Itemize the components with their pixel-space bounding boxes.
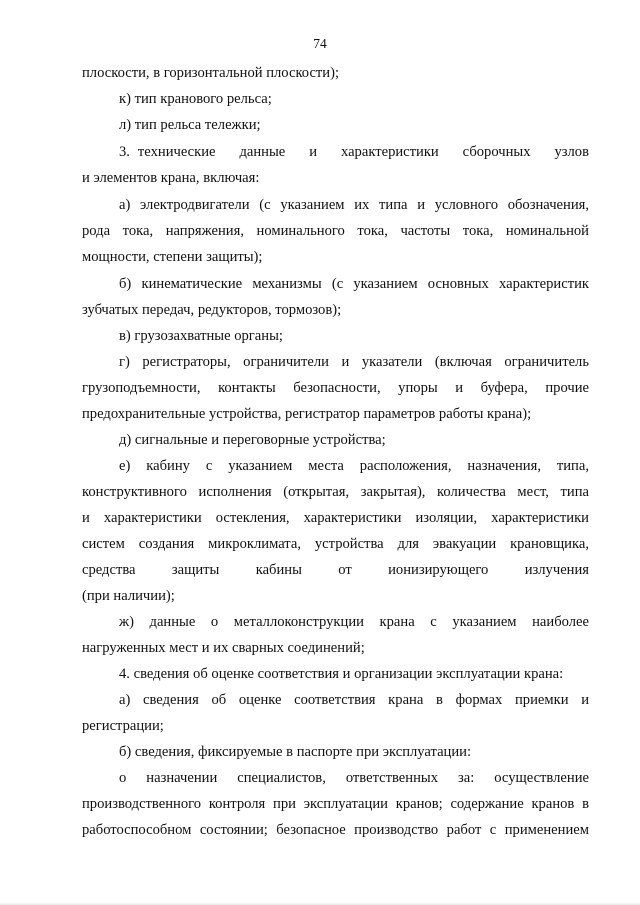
- line-text: зубчатых передач, редукторов, тормозов);: [82, 302, 342, 318]
- list-item-a-conformity: [82, 687, 589, 739]
- list-item-l: [82, 112, 589, 138]
- text-line: [82, 60, 589, 86]
- line-text: 3. технические данные и характеристики сборочных узлов: [119, 144, 589, 160]
- list-item-a-motors: [82, 192, 589, 270]
- line-text: рода тока, напряжения, номинального тока, частоты тока, номинальной: [82, 223, 589, 239]
- line-text: предохранительные устройства, регистратор параметров работы крана);: [82, 406, 532, 422]
- line-text: л) тип рельса тележки;: [119, 117, 261, 133]
- page-number: 74: [313, 36, 327, 51]
- line-text: средства защиты кабины от ионизирующего излучения: [82, 562, 589, 578]
- section-3-paragraph: [82, 139, 589, 191]
- list-item-g-limiters: [82, 349, 589, 427]
- line-text: и характеристики остекления, характеристики изоляции, характеристики: [82, 510, 589, 526]
- line-text: регистрации;: [82, 718, 164, 734]
- line-text: конструктивного исполнения (открытая, закрытая), количества мест, типа: [82, 484, 589, 500]
- line-text: б) сведения, фиксируемые в паспорте при эксплуатации:: [119, 744, 472, 760]
- line-text: и элементов крана, включая:: [82, 170, 260, 186]
- line-text: 4. сведения об оценке соответствия и организации эксплуатации крана:: [119, 666, 564, 682]
- line-text: а) электродвигатели (с указанием их типа и условного обозначения,: [119, 197, 589, 213]
- line-text: ж) данные о металлоконструкции крана с указанием наиболее: [119, 614, 589, 630]
- line-text: е) кабину с указанием места расположения, назначения, типа,: [119, 458, 589, 474]
- line-text: в) грузозахватные органы;: [119, 328, 283, 344]
- line-text: нагруженных мест и их сварных соединений;: [82, 640, 365, 656]
- section-4-paragraph: [82, 661, 589, 687]
- list-item-k: [82, 86, 589, 112]
- list-item-e-cabin: [82, 453, 589, 609]
- line-text: г) регистраторы, ограничители и указатели (включая ограничитель: [119, 354, 589, 370]
- line-text: а) сведения об оценке соответствия крана в формах приемки и: [119, 692, 589, 708]
- list-item-b-mechanisms: [82, 271, 589, 323]
- line-text: б) кинематические механизмы (с указанием основных характеристик: [119, 276, 589, 292]
- list-item-d-signals: [82, 427, 589, 453]
- line-text: производственного контроля при эксплуатации кранов; содержание кранов в: [82, 796, 589, 812]
- list-item-b-passport: [82, 739, 589, 765]
- line-text: мощности, степени защиты);: [82, 249, 263, 265]
- line-text: (при наличии);: [82, 588, 175, 604]
- list-item-zh-structures: [82, 609, 589, 661]
- line-text: д) сигнальные и переговорные устройства;: [119, 432, 386, 448]
- list-item-v-lifting: [82, 323, 589, 349]
- line-text: работоспособном состоянии; безопасное производство работ с применением: [82, 822, 589, 838]
- line-text: о назначении специалистов, ответственных за: осуществление: [119, 770, 589, 786]
- line-text: систем создания микроклимата, устройства для эвакуации крановщика,: [82, 536, 589, 552]
- line-text: плоскости, в горизонтальной плоскости);: [82, 65, 340, 81]
- specialists-paragraph: [82, 765, 589, 843]
- line-text: грузоподъемности, контакты безопасности, упоры и буфера, прочие: [82, 380, 589, 396]
- line-text: к) тип кранового рельса;: [119, 91, 272, 107]
